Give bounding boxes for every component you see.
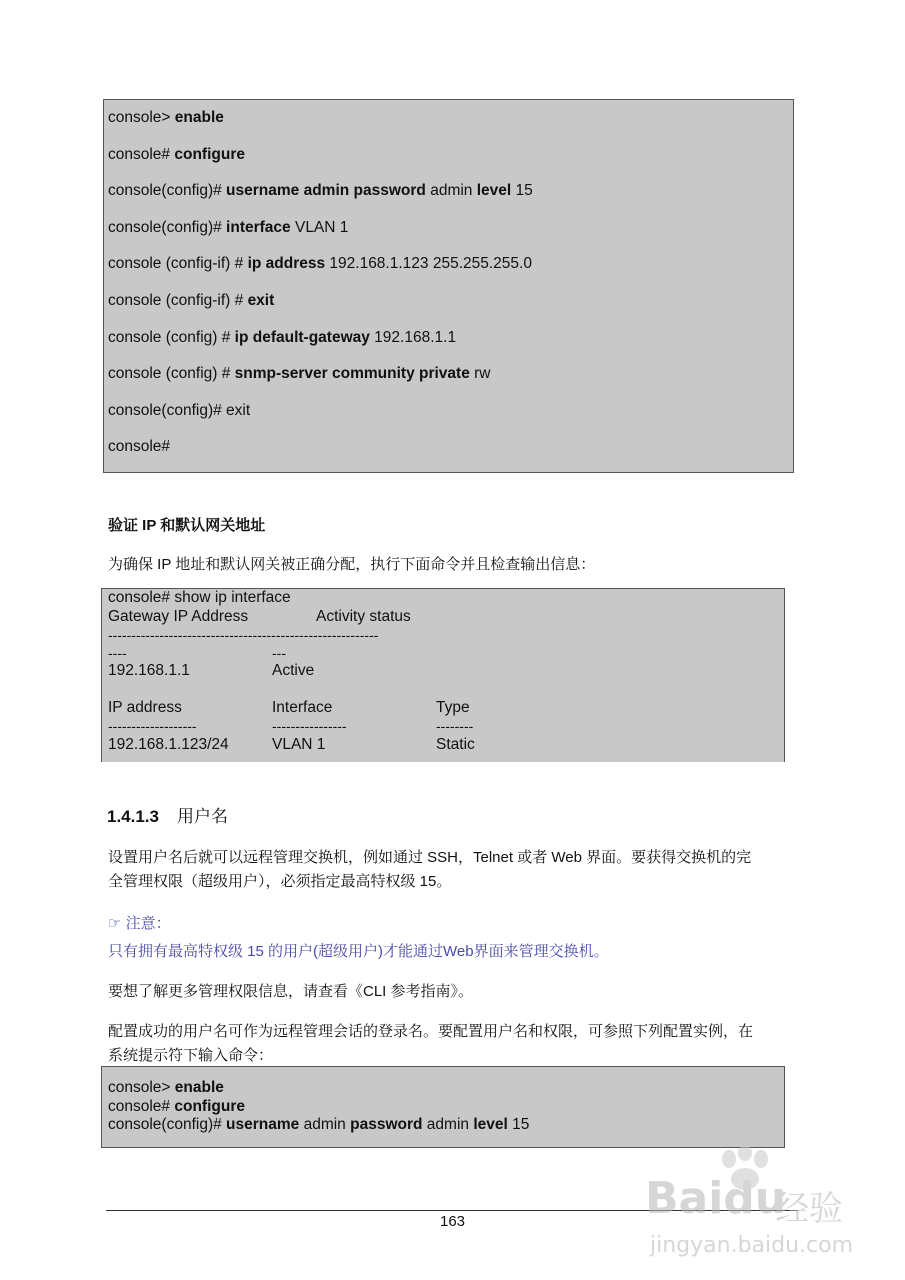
code-text: console(config)# xyxy=(108,1116,227,1134)
config-lines xyxy=(108,108,793,474)
code-text: rw xyxy=(469,365,491,383)
ip-header-col1: IP address xyxy=(108,699,182,716)
code-keyword: configure xyxy=(174,1097,245,1115)
code-line xyxy=(108,108,793,145)
para1-line2: 全管理权限（超级用户），必须指定最高特权级 15。 xyxy=(108,873,452,890)
code-line xyxy=(108,145,793,182)
ip-value: 192.168.1.123/24 xyxy=(108,736,229,753)
ip-interface: VLAN 1 xyxy=(272,736,326,753)
code-text: 15 xyxy=(511,182,533,200)
code-text: console (config) # xyxy=(108,365,235,383)
code-text: 192.168.1.1 xyxy=(369,328,457,346)
code-text: admin xyxy=(425,182,477,200)
gw-value: 192.168.1.1 xyxy=(108,662,190,679)
ip-header-col3: Type xyxy=(436,699,470,716)
code-keyword: interface xyxy=(226,218,291,236)
code-line xyxy=(108,1116,784,1135)
note-label: 注意： xyxy=(125,915,171,932)
dash-b: --- xyxy=(272,645,286,661)
code-line xyxy=(108,1098,784,1117)
code-text: console (config-if) # xyxy=(108,291,248,309)
gw-header-col2: Activity status xyxy=(316,608,411,625)
code-line xyxy=(108,437,793,474)
section-number: 1.4.1.3 xyxy=(107,807,159,826)
pointing-hand-icon: ☞ xyxy=(108,915,122,932)
gw-header-col1: Gateway IP Address xyxy=(108,608,249,625)
note-label-row xyxy=(108,912,171,936)
code-line xyxy=(108,401,793,438)
code-keyword: username admin password xyxy=(226,182,426,200)
code-line xyxy=(108,328,793,365)
code-text: console# xyxy=(108,145,175,163)
page-number: 163 xyxy=(439,1213,466,1230)
para2: 要想了解更多管理权限信息，请查看《CLI 参考指南》。 xyxy=(108,983,474,1000)
code-keyword: ip address xyxy=(247,255,326,273)
code-keyword: level xyxy=(473,1116,508,1134)
code-keyword: ip default-gateway xyxy=(234,328,370,346)
watermark-url: jingyan.baidu.com xyxy=(650,1233,854,1258)
ip-dash-col1: ------------------- xyxy=(108,718,197,734)
code-text: console (config) # xyxy=(108,328,235,346)
code-text: 15 xyxy=(507,1116,530,1134)
code-line xyxy=(108,291,793,328)
code-text: 192.168.1.123 255.255.255.0 xyxy=(325,255,532,273)
watermark-brand: Baidu xyxy=(645,1173,787,1224)
code-line xyxy=(108,181,793,218)
verify-heading: 验证 IP 和默认网关地址 xyxy=(108,517,266,534)
code-keyword: configure xyxy=(174,145,245,163)
code-text: console(config)# xyxy=(108,182,227,200)
watermark-cn: 经验 xyxy=(775,1189,843,1229)
code-text: console(config)# xyxy=(108,218,227,236)
code-keyword: exit xyxy=(247,291,275,309)
code-text: console# xyxy=(108,1097,175,1115)
code-text: VLAN 1 xyxy=(290,218,349,236)
ip-dash-col2: ---------------- xyxy=(272,718,347,734)
long-dash-line: ---------------------------------------------------------- xyxy=(108,627,379,643)
code-keyword: username xyxy=(226,1116,300,1134)
ip-header-col2: Interface xyxy=(272,699,333,716)
code-text: admin xyxy=(299,1116,351,1134)
baidu-jingyan-watermark xyxy=(640,1145,880,1270)
code-line xyxy=(108,218,793,255)
ip-dash-col3: -------- xyxy=(436,718,474,734)
code-text: admin xyxy=(422,1116,474,1134)
code-text: console (config-if) # xyxy=(108,255,248,273)
config-code-block-1 xyxy=(103,99,794,473)
code-text: console# xyxy=(108,438,171,456)
section-title xyxy=(107,802,228,827)
show-ip-output-block xyxy=(101,588,785,762)
verify-intro: 为确保 IP 地址和默认网关被正确分配，执行下面命令并且检查输出信息： xyxy=(108,556,596,573)
section-title-text: 用户名 xyxy=(177,807,228,826)
code-line xyxy=(108,364,793,401)
code-keyword: enable xyxy=(174,1079,224,1096)
code-keyword: snmp-server community private xyxy=(234,365,470,383)
gw-status: Active xyxy=(272,662,315,679)
code-keyword: password xyxy=(350,1116,423,1134)
note-text: 只有拥有最高特权级 15 的用户(超级用户)才能通过Web界面来管理交换机。 xyxy=(108,943,609,960)
code-text: console> xyxy=(108,109,175,126)
code-keyword: level xyxy=(476,182,512,200)
code-line xyxy=(108,254,793,291)
para3-line2: 系统提示符下输入命令： xyxy=(108,1047,274,1064)
code-keyword: enable xyxy=(174,109,224,126)
dash-a: ---- xyxy=(108,645,127,661)
para1-line1: 设置用户名后就可以远程管理交换机，例如通过 SSH，Telnet 或者 Web 界面。要获得交换机的完 xyxy=(108,849,752,866)
code-text: console> xyxy=(108,1079,175,1096)
config-code-block-2 xyxy=(101,1066,785,1148)
code-line xyxy=(108,1079,784,1098)
code-text: console(config)# exit xyxy=(108,401,251,419)
para3-line1: 配置成功的用户名可作为远程管理会话的登录名。要配置用户名和权限，可参照下列配置实例，在 xyxy=(108,1023,754,1040)
config-lines-2 xyxy=(108,1079,784,1135)
show-command: console# show ip interface xyxy=(108,589,291,606)
ip-type: Static xyxy=(436,736,475,753)
